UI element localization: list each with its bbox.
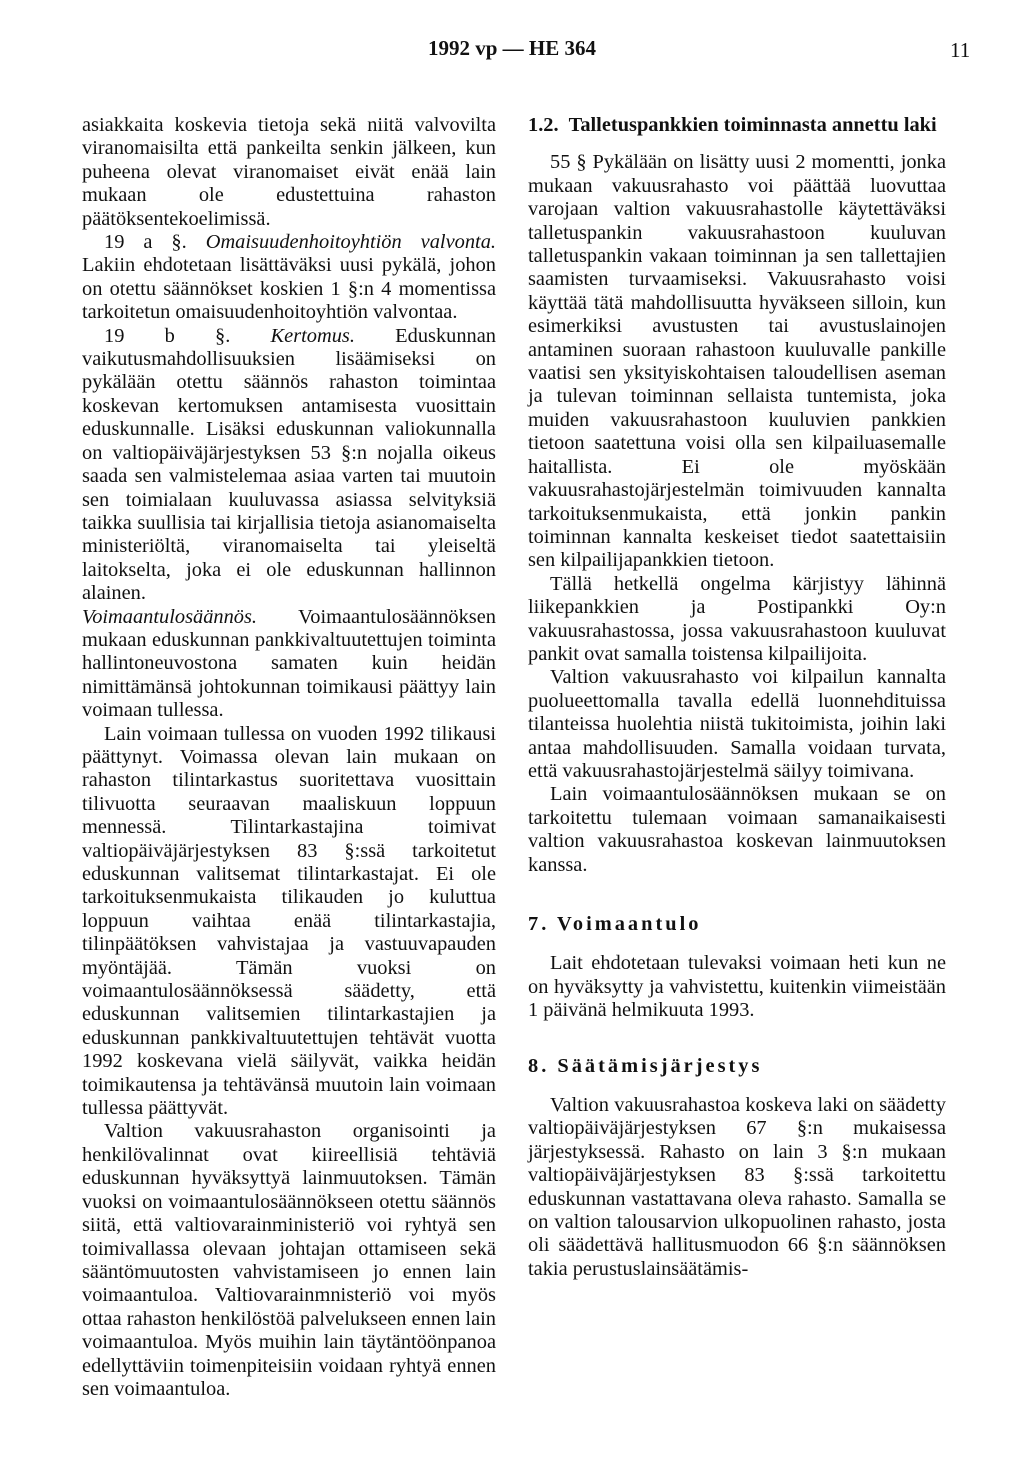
section-label: 19 b §. <box>104 324 231 347</box>
subsection-heading <box>528 114 946 137</box>
paragraph: Valtion vakuusrahasto voi kilpailun kannalta puolueettomalla tavalla edellä luonnehdituissa tilanteissa huolehtia niistä tukitoimista, joihin laki antaa mahdollisuuden. Samalla voidaan turvata, että vakuusrahastojärjestelmä säilyy toimivana. <box>528 666 946 782</box>
paragraph: Lait ehdotetaan tulevaksi voimaan heti kun ne on hyväksytty ja vahvistettu, kuitenkin viimeistään 1 päivänä helmikuuta 1993. <box>528 952 946 1022</box>
section-title: Omaisuudenhoitoyhtiön valvonta. <box>205 231 496 254</box>
subsection-number: 1.2. <box>528 114 559 136</box>
paragraph: Lain voimaantulosäännöksen mukaan se on tarkoitettu tulemaan voimaan samanaikaisesti valtion vakuusrahastoa koskevan lainmuutoksen kanssa. <box>528 783 946 876</box>
paragraph: 55 § Pykälään on lisätty uusi 2 momentti, jonka mukaan vakuusrahasto voi päättää luovuttaa varojaan valtion vakuusrahastolle käytettäväksi talletuspankin vakuusrahastoon kuuluvan talletuspankin vakaan toiminnan ja sen tallettajien saamisten turvaamiseksi. Vakuusrahasto voisi käyttää tätä mahdollisuutta hyväkseen silloin, kun esimerkiksi avustusten tai avustuslainojen antaminen suoraan rahastoon kuuluvalle pankille vaatisi sen yksityiskohtaisen taloudellisen aseman ja tulevan toiminnan sellaista tuntemista, joka muiden vakuusrahastoon kuuluvien pankkien tietoon saatettuna voisi olla sen kilpailuasemalle haitallista. Ei ole myöskään vakuusrahastojärjestelmän toimivuuden kannalta tarkoituksenmukaista, että jonkin pankin toiminnan kannalta keskeiset tiedot saatettaisiin sen kilpailijapankkien tietoon. <box>528 151 946 572</box>
paragraph-19b <box>82 325 496 606</box>
page-header <box>0 36 1024 76</box>
right-column <box>528 114 946 1281</box>
section-heading-7: 7. Voimaantulo <box>528 913 702 935</box>
paragraph: Lain voimaan tullessa on vuoden 1992 tilikausi päättynyt. Voimassa olevan lain mukaan on rahaston tilintarkastus suoritettava vuosittain tilivuotta seuraavan maaliskuun loppuun mennessä. Tilintarkastajina toimivat valtiopäiväjärjestyksen 83 §:ssä tarkoitetut eduskunnan valitsemat tilintarkastajat. Ei ole tarkoituksenmukaista tilikauden jo kuluttua loppuun vaihtaa enää tilintarkastajia, tilinpäätöksen vahvistajaa ja vastuuvapauden myöntäjää. Tämän vuoksi on voimaantulosäännöksessä säädetty, että eduskunnan valitsemien tilintarkastajien ja eduskunnan pankkivaltuutettujen tehtävät vuotta 1992 koskevana vielä säilyvät, vaikka heidän toimikautensa ja tehtävänsä muutoin lain voimaan tullessa päättyvät. <box>82 722 496 1120</box>
paragraph-voimaantulosaannos <box>82 606 496 723</box>
left-column <box>82 114 496 1401</box>
paragraph: Valtion vakuusrahastoa koskeva laki on säädetty valtiopäiväjärjestyksen 67 §:n mukaisessa järjestyksessä. Rahasto on lain 3 §:n mukaan valtiopäiväjärjestyksen 83 §:ssä tarkoitettu eduskunnan vastattavana oleva rahasto. Samalla se on valtion talousarvion ulkopuolinen rahasto, josta oli säädettävä hallitusmuodon 66 §:n säännöksen takia perustuslainsäätämis- <box>528 1094 946 1280</box>
paragraph: Tällä hetkellä ongelma kärjistyy lähinnä liikepankkien ja Postipankki Oy:n vakuusrahastossa, jossa vakuusrahastoon kuuluvat pankit ovat samalla toistensa kilpailijoita. <box>528 572 946 665</box>
paragraph: Valtion vakuusrahaston organisointi ja henkilövalinnat ovat kiireellisiä tehtäviä eduskunnan hyväksyttyä lainmuutoksen. Tämän vuoksi on voimaantulosäännökseen otettu säännös siitä, että valtiovarainministeriö voi ryhtyä sen toimivallassa olevaan johtajan ottamiseen sekä sääntömuutosten vahvistamiseen jo ennen lain voimaantuloa. Valtiovarainmnisteriö voi myös ottaa rahaston henkilöstöä palvelukseen ennen lain voimaantuloa. Myös muihin lain täytäntöönpanoa edellyttäviin toimenpiteisiin voidaan ryhtyä ennen sen voimaantuloa. <box>82 1120 496 1400</box>
paragraph-text: Eduskunnan vaikutusmahdollisuuksien lisäämiseksi on pykälään otettu säännös rahaston toimintaa koskevan kertomuksen antamisesta vuosittain eduskunnalle. Lisäksi eduskunnan valiokunnalla on valtiopäiväjärjestyksen 53 §:n nojalla oikeus saada sen valmistelemaa asiaa varten tai muutoin sen toimialaan kuuluvassa asiassa selvityksiä taikka suullisia tai kirjallisia tietoja asianomaiselta ministeriöltä, viranomaiselta tai yleiseltä laitokselta, joka ei ole eduskunnan hallinnon alainen. <box>82 324 496 605</box>
section-title: Kertomus. <box>270 324 355 347</box>
paragraph-text: Voimaantulosäännöksen mukaan eduskunnan pankkivaltuutettujen toiminta hallintoneuvostona samaten kuin heidän nimittämänsä johtokunnan toimikausi päättyy lain voimaan tullessa. <box>82 605 496 722</box>
section-title: Voimaantulosäännös. <box>82 605 258 628</box>
running-head: 1992 vp — HE 364 <box>427 36 597 60</box>
paragraph-19a <box>82 231 496 325</box>
paragraph-continuation: asiakkaita koskevia tietoja sekä niitä valvovilta viranomaisilta että pankeilta senkin jälkeen, kun puheena olevat viranomaiset eivät enää lain mukaan ole edustettuina rahaston päätöksentekoelimissä. <box>82 114 496 230</box>
section-label: 19 a §. <box>104 231 187 254</box>
section-heading-8: 8. Säätämisjärjestys <box>528 1054 763 1077</box>
subsection-title: Talletuspankkien toiminnasta annettu laki <box>568 114 937 136</box>
paragraph-text: Lakiin ehdotetaan lisättäväksi uusi pykälä, johon on otettu säännökset koskien 1 §:n 4 momentissa tarkoitetun omaisuudenhoitoyhtiön valvontaa. <box>82 254 496 324</box>
page-number: 11 <box>950 38 971 62</box>
